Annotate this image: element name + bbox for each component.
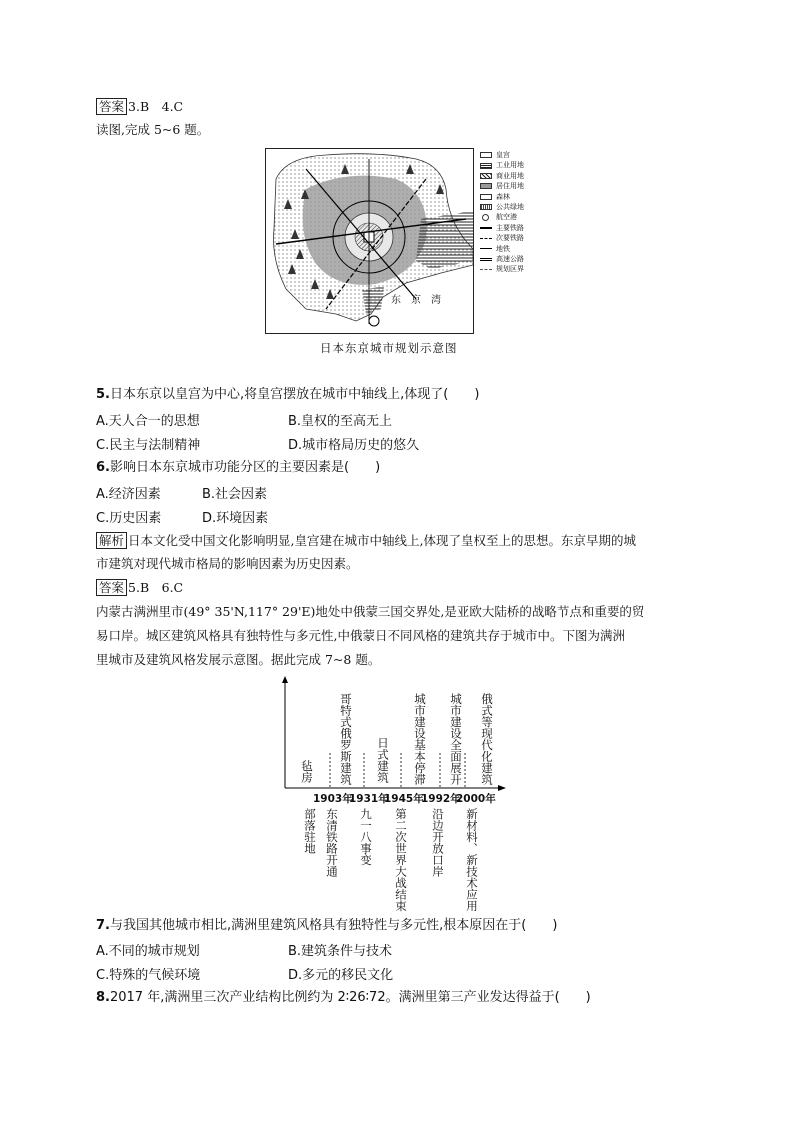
question-6: 6.影响日本东京城市功能分区的主要因素是( ) (96, 460, 381, 475)
timeline-year-1903: 1903年 (313, 793, 353, 805)
question-8: 8.2017 年,满洲里三次产业结构比例约为 2∶26∶72。满洲里第三产业发达得益于( ) (96, 990, 591, 1005)
legend-item: 森林 (480, 192, 524, 202)
subway-line (480, 248, 492, 249)
legend-item: 规划区界 (480, 264, 524, 274)
timeline-year-1992: 1992年 (421, 793, 461, 805)
timeline-top-5: 俄式等现代化建筑 (480, 693, 494, 785)
q5-option-b[interactable]: B.皇权的至高无上 (288, 414, 393, 429)
answer-tag: 答案 (96, 579, 127, 596)
analysis-line-1: 解析 日本文化受中国文化影响明显,皇宫建在城市中轴线上,体现了皇权至上的思想。东京早期的城 (96, 531, 636, 551)
tokyo-map-drawing (266, 149, 473, 333)
analysis-line-2: 市建筑对现代城市格局的影响因素为历史因素。 (96, 556, 359, 571)
q7-option-c[interactable]: C.特殊的气候环境 (96, 968, 201, 983)
timeline-bottom-3: 第二次世界大战结束 (394, 808, 408, 912)
intro-5-6: 读图,完成 5~6 题。 (96, 122, 210, 137)
bay-label: 东 京 湾 (391, 295, 441, 306)
timeline-top-4: 城市建设全面展开 (449, 693, 463, 785)
palace-icon (480, 152, 492, 158)
legend-item: 居住用地 (480, 181, 524, 191)
legend-item: 公共绿地 (480, 202, 524, 212)
q6-option-c[interactable]: C.历史因素 (96, 511, 162, 526)
commercial-swatch (480, 173, 492, 179)
intro-7-8-line-3: 里城市及建筑风格发展示意图。据此完成 7~8 题。 (96, 652, 381, 667)
q6-option-d[interactable]: D.环境因素 (202, 511, 269, 526)
answer-text: 3.B 4.C (128, 99, 184, 114)
q5-option-d[interactable]: D.城市格局历史的悠久 (288, 438, 420, 453)
tokyo-map (265, 148, 474, 334)
q7-option-d[interactable]: D.多元的移民文化 (288, 968, 394, 983)
main-railway-line (480, 227, 492, 229)
residential-swatch (480, 183, 492, 189)
timeline-year-2000: 2000年 (456, 793, 496, 805)
answer-block-2 (96, 578, 183, 598)
timeline-top-2: 日式建筑 (376, 737, 390, 783)
industrial-swatch (480, 163, 492, 169)
timeline-year-1931: 1931年 (349, 793, 389, 805)
legend-item: 高速公路 (480, 254, 524, 264)
answer-text: 5.B 6.C (128, 580, 184, 595)
minor-railway-line (480, 238, 492, 239)
map-caption: 日本东京城市规划示意图 (320, 341, 458, 355)
intro-7-8-line-2: 易口岸。城区建筑风格具有独特性与多元性,中俄蒙日不同风格的建筑共存于城市中。下图为满洲 (96, 628, 625, 643)
timeline-bottom-2: 九一八事变 (359, 808, 373, 866)
intro-7-8-line-1: 内蒙古满洲里市(49° 35'N,117° 29'E)地处中俄蒙三国交界处,是亚欧大陆桥的战略节点和重要的贸 (96, 604, 645, 619)
green-space-swatch (480, 204, 492, 210)
q5-option-c[interactable]: C.民主与法制精神 (96, 438, 201, 453)
q6-option-a[interactable]: A.经济因素 (96, 487, 161, 502)
legend-item: 主要铁路 (480, 223, 524, 233)
legend-item: 次要铁路 (480, 233, 524, 243)
timeline-top-0: 毡房 (300, 760, 314, 783)
timeline-bottom-0: 部落驻地 (303, 808, 317, 854)
legend-item: 皇宫 (480, 150, 524, 160)
timeline-top-1: 哥特式俄罗斯建筑 (339, 693, 353, 785)
analysis-tag: 解析 (96, 532, 127, 549)
timeline-bottom-4: 沿边开放口岸 (431, 808, 445, 877)
boundary-line (480, 269, 492, 270)
timeline-top-3: 城市建设基本停滞 (413, 693, 427, 785)
q5-option-a[interactable]: A.天人合一的思想 (96, 414, 200, 429)
answer-tag: 答案 (96, 98, 127, 115)
timeline-bottom-5: 新材料、新技术应用 (465, 808, 479, 912)
highway-line (480, 258, 492, 261)
forest-icon (480, 194, 492, 200)
question-7: 7.与我国其他城市相比,满洲里建筑风格具有独特性与多元性,根本原因在于( ) (96, 918, 558, 933)
answer-block-1 (96, 97, 183, 117)
q6-option-b[interactable]: B.社会因素 (202, 487, 268, 502)
legend-item: 商业用地 (480, 171, 524, 181)
timeline-year-1945: 1945年 (384, 793, 424, 805)
legend-item: 地铁 (480, 244, 524, 254)
q7-option-a[interactable]: A.不同的城市规划 (96, 944, 200, 959)
map-legend (480, 150, 524, 275)
timeline-axes (280, 675, 510, 800)
timeline-bottom-1: 东清铁路开通 (325, 808, 339, 877)
airport-icon (482, 214, 489, 221)
q7-option-b[interactable]: B.建筑条件与技术 (288, 944, 393, 959)
question-5: 5.日本东京以皇宫为中心,将皇宫摆放在城市中轴线上,体现了( ) (96, 387, 480, 402)
legend-item: 工业用地 (480, 160, 524, 170)
legend-item: 航空港 (480, 212, 524, 222)
